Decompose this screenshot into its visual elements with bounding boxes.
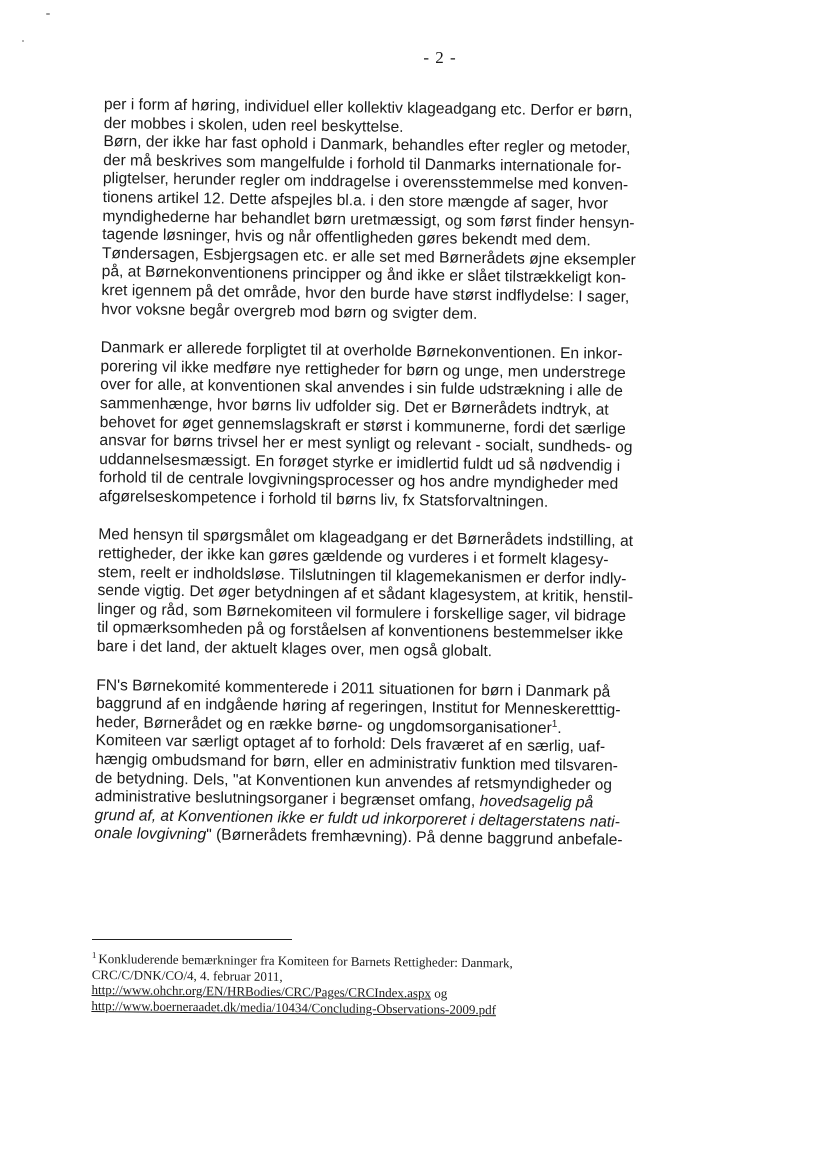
text-line: der må beskrives som mangelfulde i forhold til Danmarks internationale for- <box>103 151 622 176</box>
scan-speck <box>46 13 50 15</box>
text-segment: " (Børnerådets fremhævning). På denne baggrund anbefale- <box>206 826 623 850</box>
emphasis-text: hovedsagelig på <box>479 793 594 812</box>
text-line: stem, reelt er indholdsløse. Tilslutningen til klagemekanismen er derfor indly- <box>97 563 627 588</box>
text-line: over for alle, at konventionen skal anvendes i sin fulde udstrækning i alle de <box>100 376 623 401</box>
footnote-reference[interactable]: 1 <box>551 718 558 730</box>
text-line: Med hensyn til spørgsmålet om klageadgang er det Børnerådets indstilling, at <box>98 526 634 551</box>
text-line: Tøndersagen, Esbjergsagen etc. er alle set med Børnerådets øjne eksempler <box>101 244 636 269</box>
text-line: rettigheder, der ikke kan gøres gældende og vurderes i et formelt klagesy- <box>97 545 609 569</box>
text-line: der mobbes i skolen, uden reel beskyttelse. <box>103 114 404 136</box>
text-line: per i form af høring, individuel eller kollektiv klageadgang etc. Derfor er børn, <box>103 96 633 120</box>
page-number: - 2 - <box>423 48 457 67</box>
emphasis-line: grund af, at Konventionen ikke er fuldt ud inkorporeret i deltagerstatens nati- <box>94 806 620 831</box>
text-line: tionens artikel 12. Dette afspejles bl.a. i den store mængde af sager, hvor <box>102 188 609 213</box>
text-line: afgørelseskompetence i forhold til børns liv, fx Statsforvaltningen. <box>98 487 549 511</box>
body-text <box>94 96 664 871</box>
text-line: pligtelser, herunder regler om inddragelse i overensstemmelse med konven- <box>102 170 629 195</box>
text-line: hængig ombudsmand for børn, eller en administrativ funktion med tilsvaren- <box>95 750 619 775</box>
text-line: behovet for øget gennemslagskraft er størst i kommunerne, fordi det særlige <box>99 413 626 438</box>
text-line: ansvar for børns trivsel her er mest synligt og relevant - socialt, sundheds- og <box>99 432 633 457</box>
text-line: Børn, der ikke har fast ophold i Danmark, behandles efter regler og metoder, <box>103 133 631 158</box>
paragraph-1 <box>101 96 664 326</box>
text-line: myndighederne har behandlet børn uretmæssigt, og som først finder hensyn- <box>102 207 635 232</box>
footnote-separator <box>92 939 292 940</box>
text-line: Danmark er allerede forpligtet til at overholde Børnekonventionen. En inkor- <box>100 339 623 363</box>
text-line: sammenhænge, hvor børns liv udfolder sig. Det er Børnerådets indtryk, at <box>99 394 609 419</box>
text-line: bare i det land, der aktuelt klages over, men også globalt. <box>96 637 493 661</box>
text-line: de betydning. Dels, "at Konventionen kun anvendes af retsmyndigheder og <box>94 769 613 794</box>
footnote-number: 1 <box>91 949 97 960</box>
paragraph-3 <box>97 526 659 663</box>
footnote-line: CRC/C/DNK/CO/4, 4. februar 2011, <box>91 966 283 984</box>
emphasis-text: onale lovgivning <box>94 825 207 844</box>
text-line: forhold til de centrale lovgivningsprocesser og hos andre myndigheder med <box>98 469 619 494</box>
text-line: uddannelsesmæssigt. En forøget styrke er imidlertid fuldt ud så nødvendig i <box>99 450 621 475</box>
footnote-text: og <box>430 985 448 1001</box>
text-segment: heder, Børnerådet og en række børne- og ungdomsorganisationer <box>95 713 552 737</box>
text-segment: administrative beslutningsorganer i begrænset omfang, <box>94 788 480 811</box>
boerneraadet-link[interactable]: http://www.boerneraadet.dk/media/10434/Concluding-Observations-2009.pdf <box>91 997 497 1018</box>
scan-speck <box>22 40 24 42</box>
text-line: på, at Børnekonventionens principper og ånd ikke er slået tilstrækkeligt kon- <box>101 263 627 288</box>
paragraph-2 <box>99 339 661 514</box>
footnote-text: Konkluderende bemærkninger fra Komiteen for Barnets Rettigheder: Danmark, <box>98 951 513 971</box>
text-line: kret igennem på det område, hvor den burde have størst indflydelse: I sager, <box>101 281 630 306</box>
text-line: til opmærksomheden på og forståelsen af konventionens bestemmelser ikke <box>96 619 624 644</box>
text-line: linger og råd, som Børnekomiteen vil formulere i forskellige sager, vil bidrage <box>97 600 627 625</box>
text-line: Komiteen var særligt optaget af to forhold: Dels fraværet af en særlig, uaf- <box>95 732 606 757</box>
text-segment: . <box>557 719 562 737</box>
paragraph-4 <box>94 677 656 852</box>
ohchr-link[interactable]: http://www.ohchr.org/EN/HRBodies/CRC/Pages/CRCIndex.aspx <box>91 982 432 1001</box>
text-line: FN's Børnekomité kommenterede i 2011 situationen for børn i Danmark på <box>96 676 611 701</box>
text-line: hvor voksne begår overgreb mod børn og svigter dem. <box>101 300 478 323</box>
text-line: porering vil ikke medføre nye rettigheder for børn og unge, men understrege <box>100 357 626 382</box>
text-line: baggrund af en indgående høring af regeringen, Institut for Menneskeretttig- <box>95 695 621 720</box>
footnote <box>91 951 562 1018</box>
text-line: tagende løsninger, hvis og når offentligheden gøres bekendt med dem. <box>102 226 591 250</box>
text-line: sende vigtig. Det øger betydningen af et sådant klagesystem, at kritik, henstil- <box>97 582 634 607</box>
